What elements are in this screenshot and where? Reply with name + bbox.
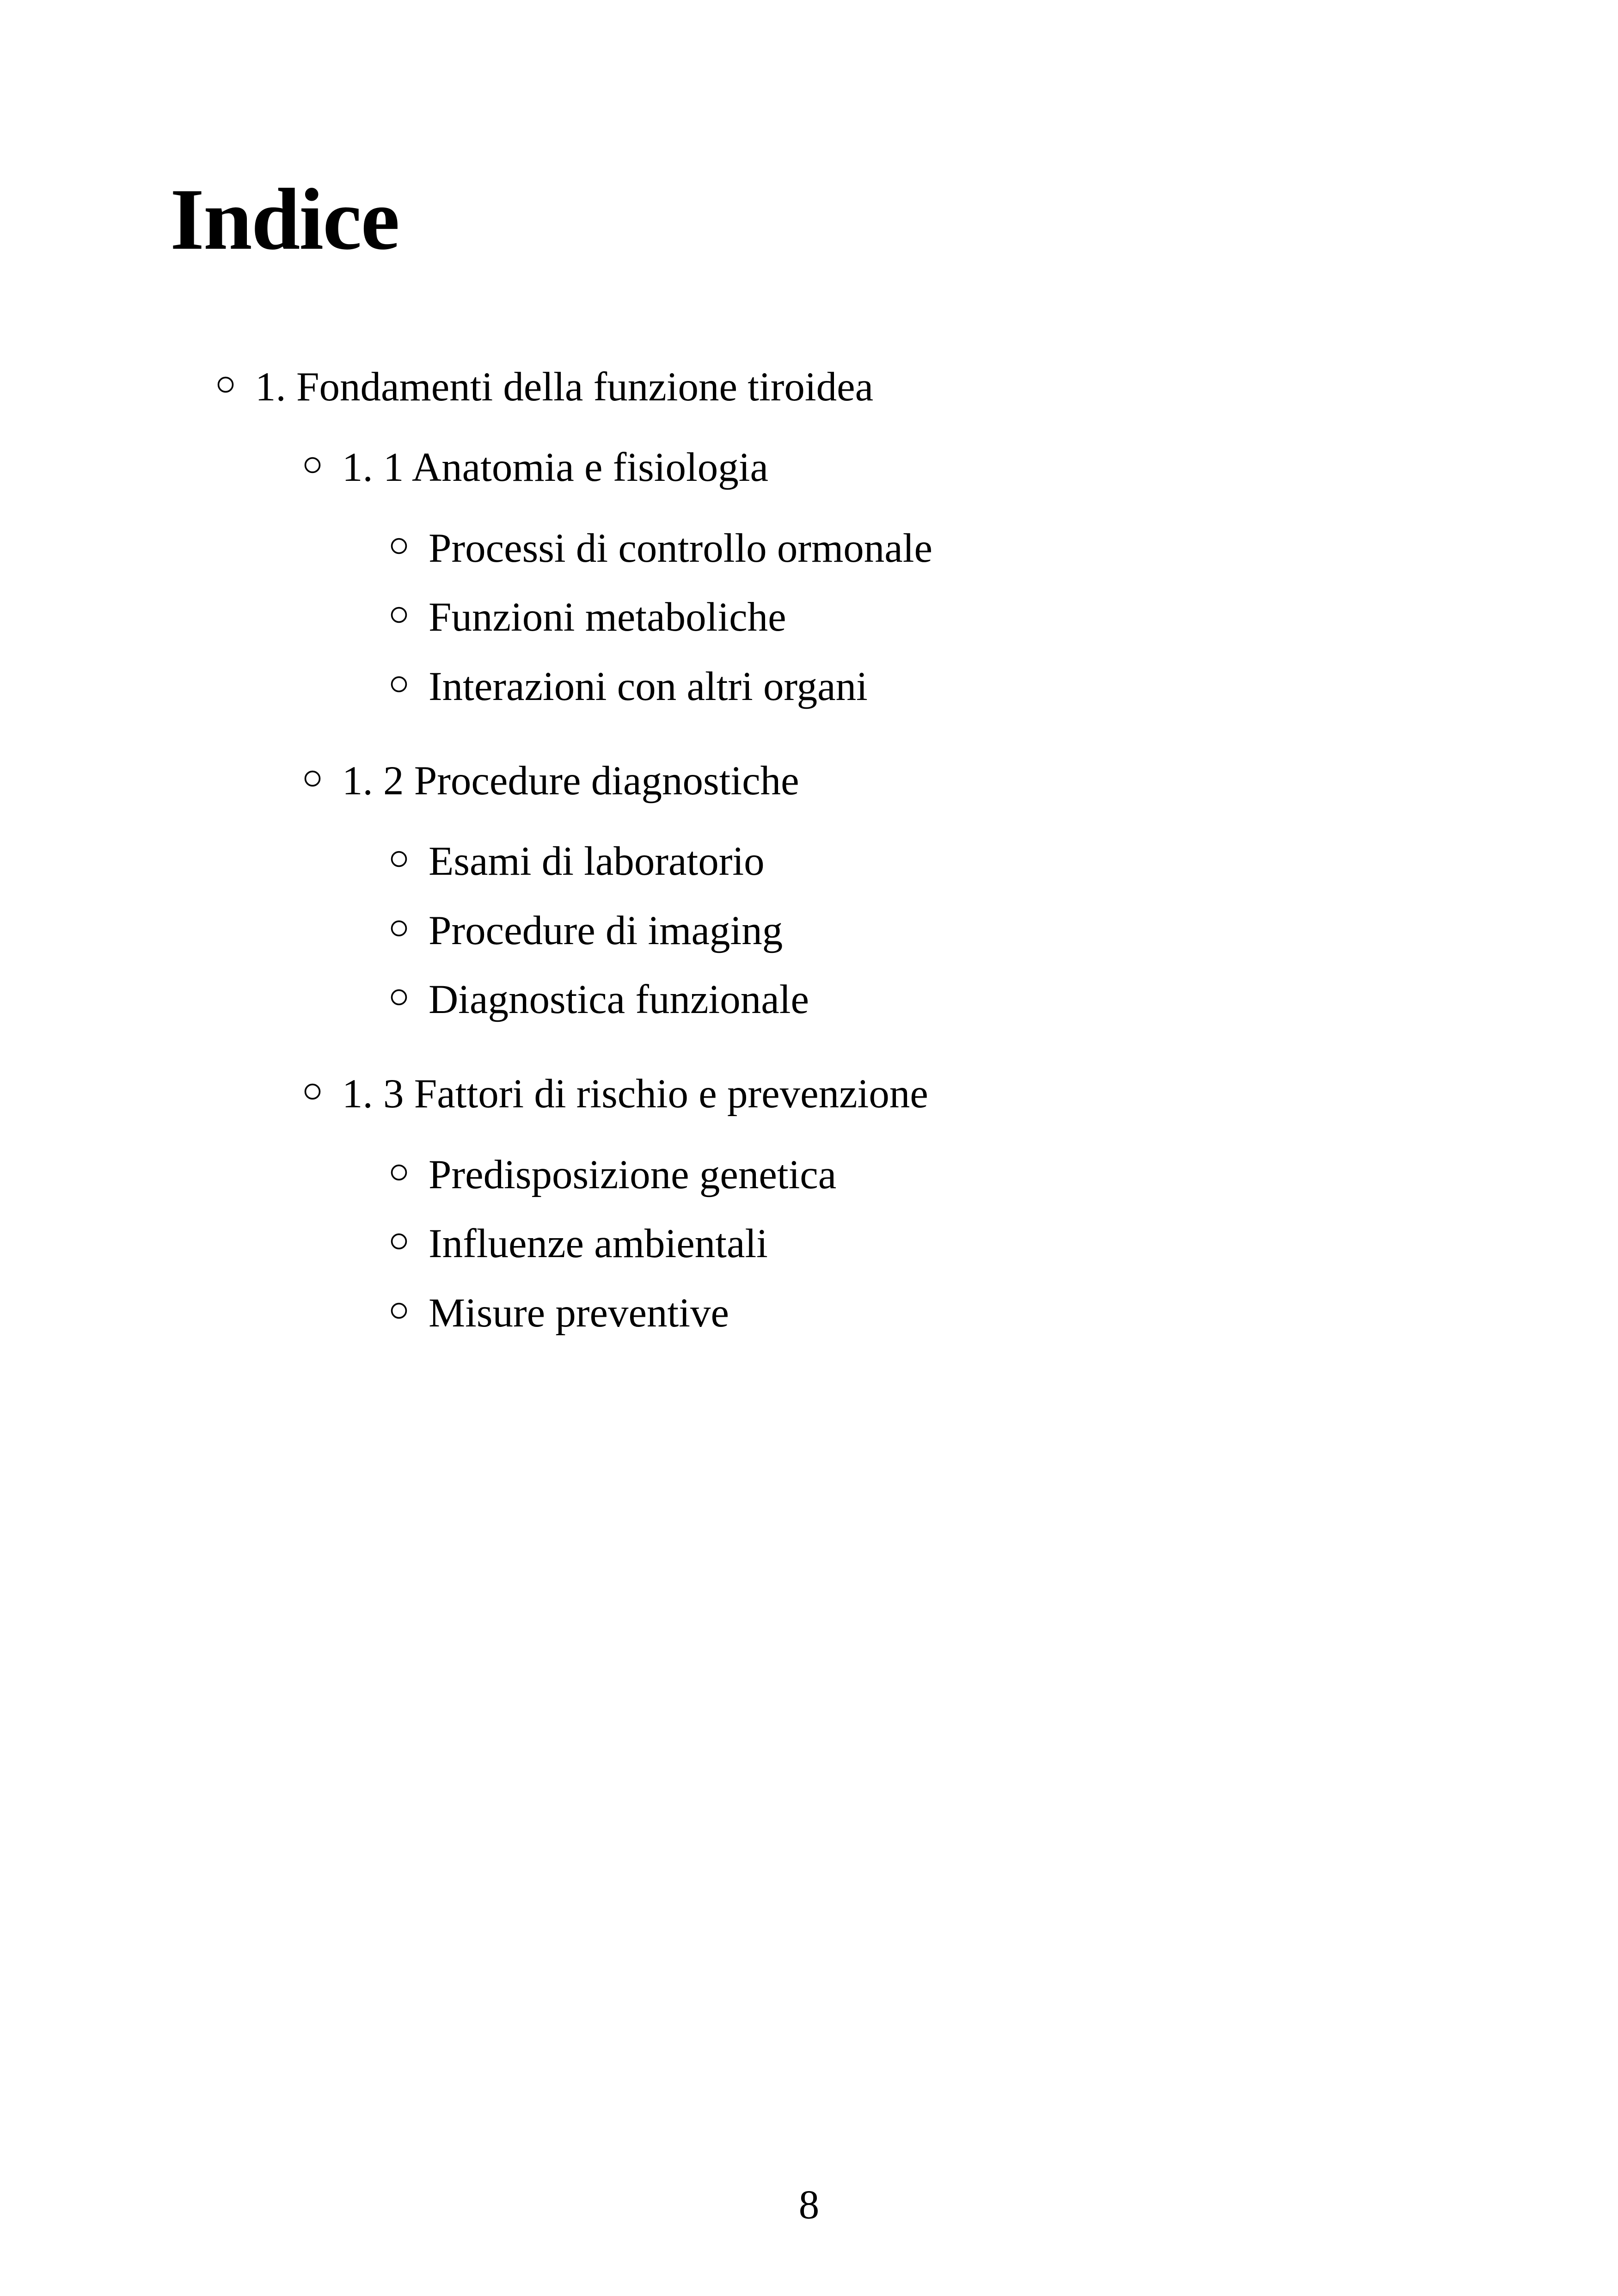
toc-item-label: Esami di laboratorio bbox=[429, 839, 765, 884]
hollow-circle-icon bbox=[391, 851, 407, 867]
toc-item-label: Influenze ambientali bbox=[429, 1221, 768, 1266]
toc-item[interactable] bbox=[388, 979, 809, 1020]
toc-item-label: Processi di controllo ormonale bbox=[429, 526, 933, 571]
hollow-circle-icon bbox=[391, 920, 407, 936]
toc-item-label: Diagnostica funzionale bbox=[429, 977, 809, 1022]
hollow-circle-icon bbox=[391, 538, 407, 554]
toc-item[interactable] bbox=[388, 841, 765, 882]
page-number: 8 bbox=[798, 2182, 820, 2228]
toc-section-1-1[interactable] bbox=[301, 447, 768, 488]
toc-item-label: Misure preventive bbox=[429, 1290, 729, 1336]
toc-chapter-1-label: 1. Fondamenti della funzione tiroidea bbox=[255, 364, 874, 410]
toc-section-1-2[interactable] bbox=[301, 758, 799, 804]
toc-item[interactable] bbox=[388, 1223, 768, 1265]
hollow-circle-icon bbox=[391, 1164, 407, 1180]
toc-item[interactable] bbox=[388, 1154, 836, 1196]
toc-section-1-3-label: 1. 3 Fattori di rischio e prevenzione bbox=[342, 1071, 928, 1117]
toc-item[interactable] bbox=[388, 597, 786, 638]
toc-item-label: Procedure di imaging bbox=[429, 908, 783, 953]
toc-section-1-3[interactable] bbox=[301, 1071, 928, 1117]
toc-item-label: Interazioni con altri organi bbox=[429, 664, 868, 709]
hollow-circle-icon bbox=[391, 676, 407, 692]
toc-section-1-2-label: 1. 2 Procedure diagnostiche bbox=[342, 758, 799, 804]
toc-item-label: Predisposizione genetica bbox=[429, 1152, 837, 1197]
hollow-circle-icon bbox=[305, 1083, 321, 1099]
toc-chapter-1[interactable] bbox=[215, 364, 874, 410]
toc-item-label: Funzioni metaboliche bbox=[429, 595, 786, 640]
toc-item[interactable] bbox=[388, 666, 868, 707]
hollow-circle-icon bbox=[391, 1233, 407, 1249]
page-title: Indice bbox=[170, 171, 399, 268]
hollow-circle-icon bbox=[391, 607, 407, 623]
hollow-circle-icon bbox=[391, 989, 407, 1005]
toc-item[interactable] bbox=[388, 528, 932, 569]
hollow-circle-icon bbox=[218, 376, 234, 393]
toc-item[interactable] bbox=[388, 910, 783, 952]
hollow-circle-icon bbox=[305, 770, 321, 786]
toc-item[interactable] bbox=[388, 1290, 729, 1336]
hollow-circle-icon bbox=[305, 457, 321, 473]
hollow-circle-icon bbox=[391, 1302, 407, 1319]
toc-section-1-1-label: 1. 1 Anatomia e fisiologia bbox=[342, 445, 768, 490]
